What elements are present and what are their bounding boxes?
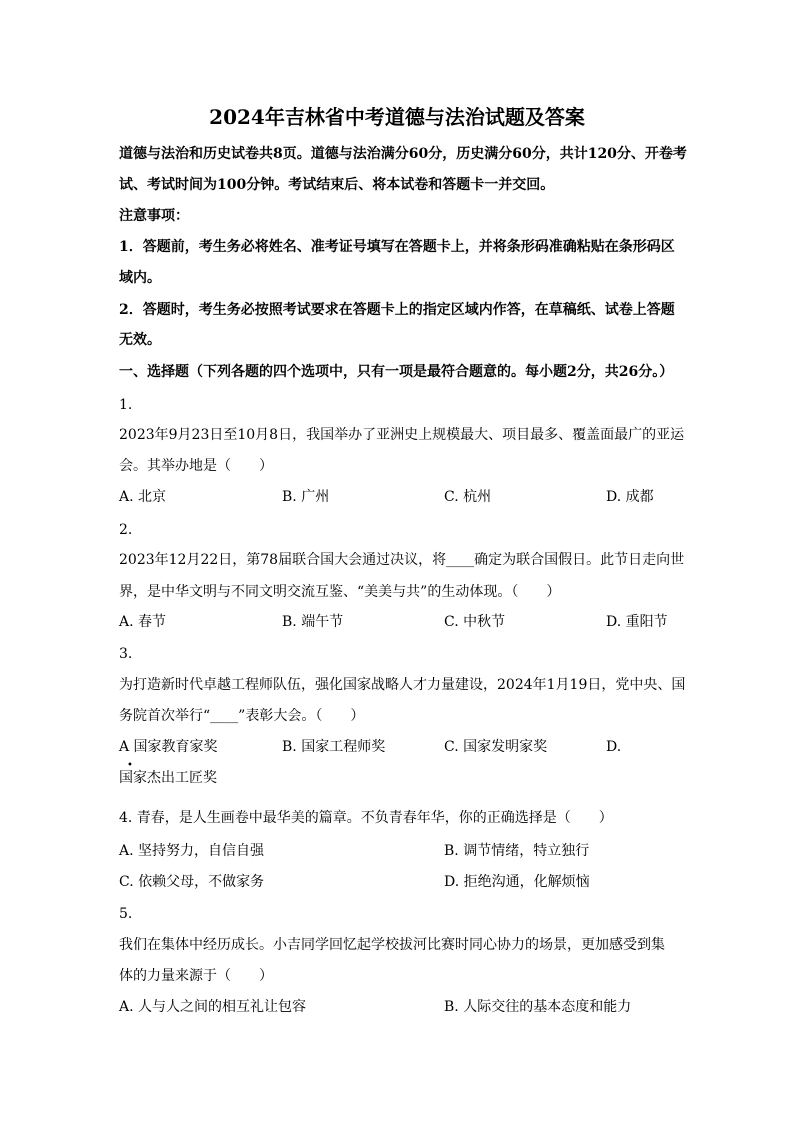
notes-heading: 注意事项：: [119, 208, 189, 224]
question-text: 2023年9月23日至10月8日，我国举办了亚洲史上规模最大、项目最多、覆盖面最广的亚运: [119, 427, 685, 443]
question-text: 体的力量来源于（ ）: [119, 968, 273, 984]
option-a: A. 坚持努力，自信自强: [119, 843, 265, 859]
stray-dot: •: [127, 760, 133, 771]
note-line: 1．答题前，考生务必将姓名、准考证号填写在答题卡上，并将条形码准确粘贴在条形码区: [119, 239, 675, 255]
question-text: 我们在集体中经历成长。小吉同学回忆起学校拔河比赛时同心协力的场景，更加感受到集: [119, 937, 665, 953]
question-number: 2.: [119, 522, 133, 538]
option-a: A 国家教育家奖: [119, 739, 218, 755]
option-d: D. 成都: [606, 489, 654, 505]
question-text: 2023年12月22日，第78届联合国大会通过决议，将____确定为联合国假日。此节日走向世: [119, 552, 685, 568]
question-number: 5.: [119, 906, 133, 922]
question-text: 为打造新时代卓越工程师队伍，强化国家战略人才力量建设，2024年1月19日，党中央、国: [119, 677, 686, 693]
option-c: C. 杭州: [444, 489, 492, 505]
option-c: C. 依赖父母，不做家务: [119, 874, 265, 890]
option-a: A. 春节: [119, 614, 167, 630]
question-text: 4. 青春，是人生画卷中最华美的篇章。不负青春年华，你的正确选择是（ ）: [119, 810, 613, 826]
option-a: A. 人与人之间的相互礼让包容: [119, 999, 307, 1015]
option-d-text: 国家杰出工匠奖: [119, 770, 217, 786]
option-c: C. 国家发明家奖: [444, 739, 548, 755]
option-b: B. 广州: [282, 489, 330, 505]
note-line: 2．答题时，考生务必按照考试要求在答题卡上的指定区域内作答，在草稿纸、试卷上答题: [119, 302, 675, 318]
question-number: 1.: [119, 397, 133, 413]
intro-line: 道德与法治和历史试卷共8页。道德与法治满分60分，历史满分60分，共计120分、开卷考: [119, 146, 687, 162]
option-b: B. 人际交往的基本态度和能力: [444, 999, 632, 1015]
option-b: B. 国家工程师奖: [282, 739, 386, 755]
section-heading: 一、选择题（下列各题的四个选项中，只有一项是最符合题意的。每小题2分，共26分。）: [119, 364, 674, 380]
option-c: C. 中秋节: [444, 614, 506, 630]
option-d: D. 拒绝沟通，化解烦恼: [444, 874, 590, 890]
note-line: 域内。: [119, 270, 161, 286]
option-d: D. 重阳节: [606, 614, 668, 630]
question-text: 界，是中华文明与不同文明交流互鉴、“美美与共”的生动体现。（ ）: [119, 584, 561, 600]
document-title: 2024年吉林省中考道德与法治试题及答案: [209, 105, 585, 129]
option-d: D.: [606, 739, 622, 755]
intro-line: 试、考试时间为100分钟。考试结束后、将本试卷和答题卡一并交回。: [119, 177, 555, 193]
question-text: 务院首次举行“____”表彰大会。（ ）: [119, 708, 365, 724]
note-line: 无效。: [119, 332, 161, 348]
option-b: B. 端午节: [282, 614, 344, 630]
question-text: 会。其举办地是（ ）: [119, 458, 273, 474]
question-number: 3.: [119, 646, 133, 662]
option-a: A. 北京: [119, 489, 167, 505]
option-b: B. 调节情绪，特立独行: [444, 843, 590, 859]
